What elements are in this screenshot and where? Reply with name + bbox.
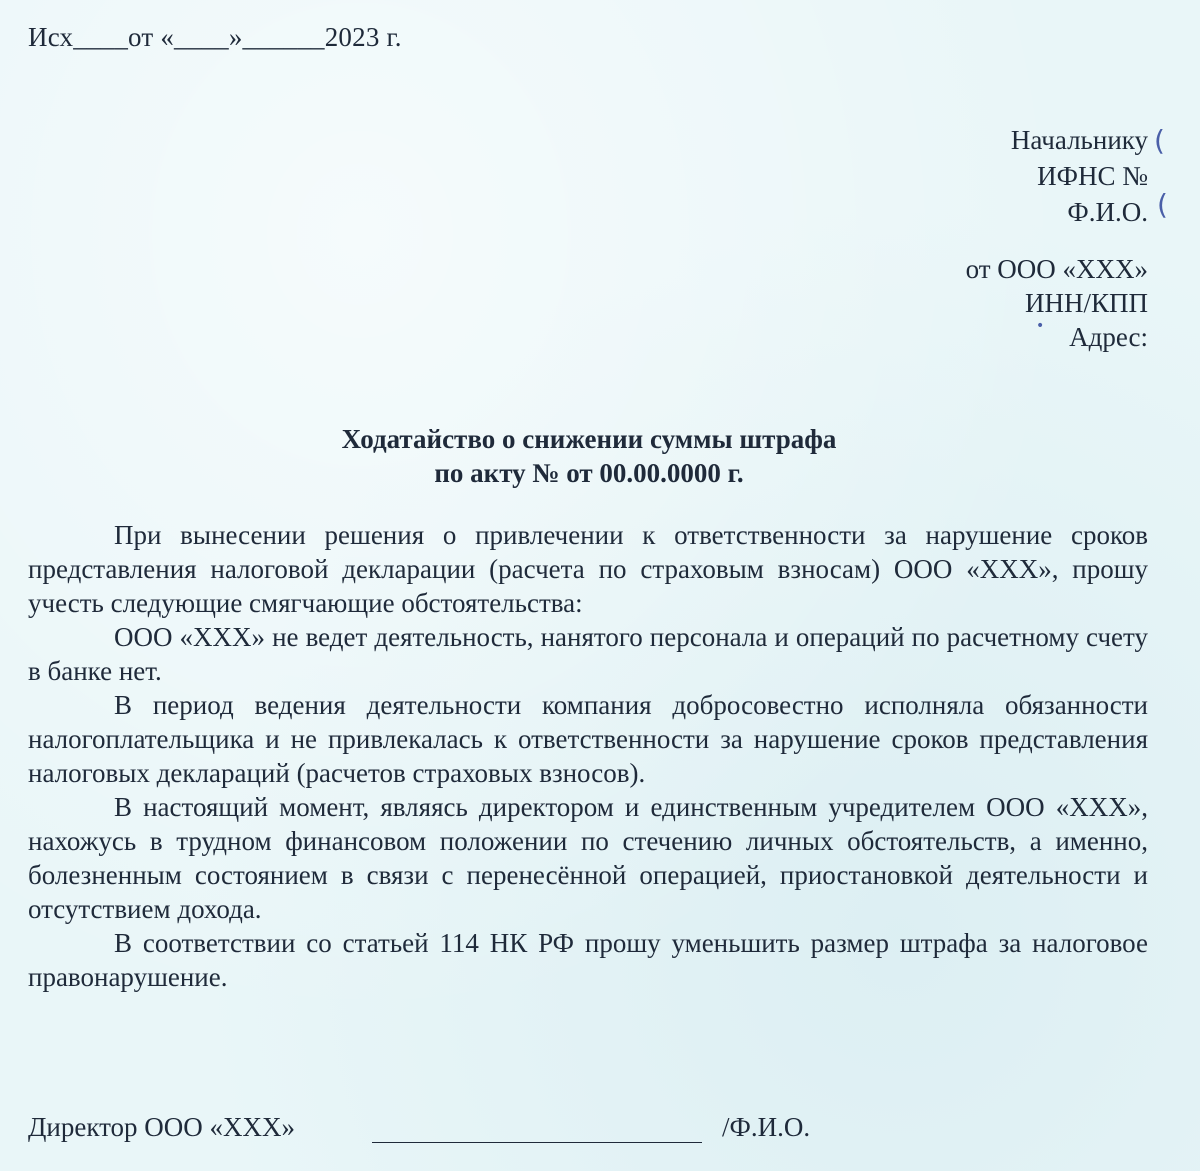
signature-line xyxy=(372,1142,702,1143)
signature-label: Директор ООО «XXX» xyxy=(28,1112,296,1142)
paragraph-3: В период ведения деятельности компания добросовестно исполняла обязанности налогоплательщика и не привлекалась к ответственности за нарушение сроков представления налоговых деклараций (расчетов страховых взносов). xyxy=(28,690,1148,788)
title-line-2: по акту № от 00.00.0000 г. xyxy=(434,458,744,488)
sender-inn-kpp: ИНН/КПП xyxy=(1024,288,1148,318)
sender-address: Адрес: xyxy=(1069,322,1148,352)
pen-mark-icon: ( xyxy=(1154,124,1165,157)
document-body xyxy=(28,518,1148,994)
title-line-1: Ходатайство о снижении суммы штрафа xyxy=(341,424,837,454)
addressee-line-name: Ф.И.О. xyxy=(1067,197,1148,227)
pen-mark-icon: ( xyxy=(1157,188,1168,221)
addressee-line-inspection: ИФНС № xyxy=(1037,161,1148,191)
pen-dot-icon: • xyxy=(1036,318,1045,334)
addressee-line-position: Начальнику xyxy=(1010,125,1148,155)
document-title xyxy=(0,422,1178,490)
outgoing-reference: Исх____от «____»______2023 г. xyxy=(28,22,402,52)
signature-name: /Ф.И.О. xyxy=(722,1112,811,1142)
paragraph-1: При вынесении решения о привлечении к ответственности за нарушение сроков представления налоговой декларации (расчета по страховым взносам) ООО «XXX», прошу учесть следующие смягчающие обстоятельства: xyxy=(28,520,1148,618)
paragraph-4: В настоящий момент, являясь директором и единственным учредителем ООО «XXX», нахожусь в трудном финансовом положении по стечению личных обстоятельств, а именно, болезненным состоянием в связи с перенесённой операцией, приостановкой деятельности и отсутствием дохода. xyxy=(28,792,1148,924)
paragraph-5: В соответствии со статьей 114 НК РФ прошу уменьшить размер штрафа за налоговое правонарушение. xyxy=(28,928,1148,992)
sender-company: от ООО «XXX» xyxy=(965,254,1148,284)
paragraph-2: ООО «XXX» не ведет деятельность, нанятого персонала и операций по расчетному счету в банке нет. xyxy=(28,622,1148,686)
addressee-block xyxy=(1011,122,1148,230)
sender-block xyxy=(966,252,1148,354)
